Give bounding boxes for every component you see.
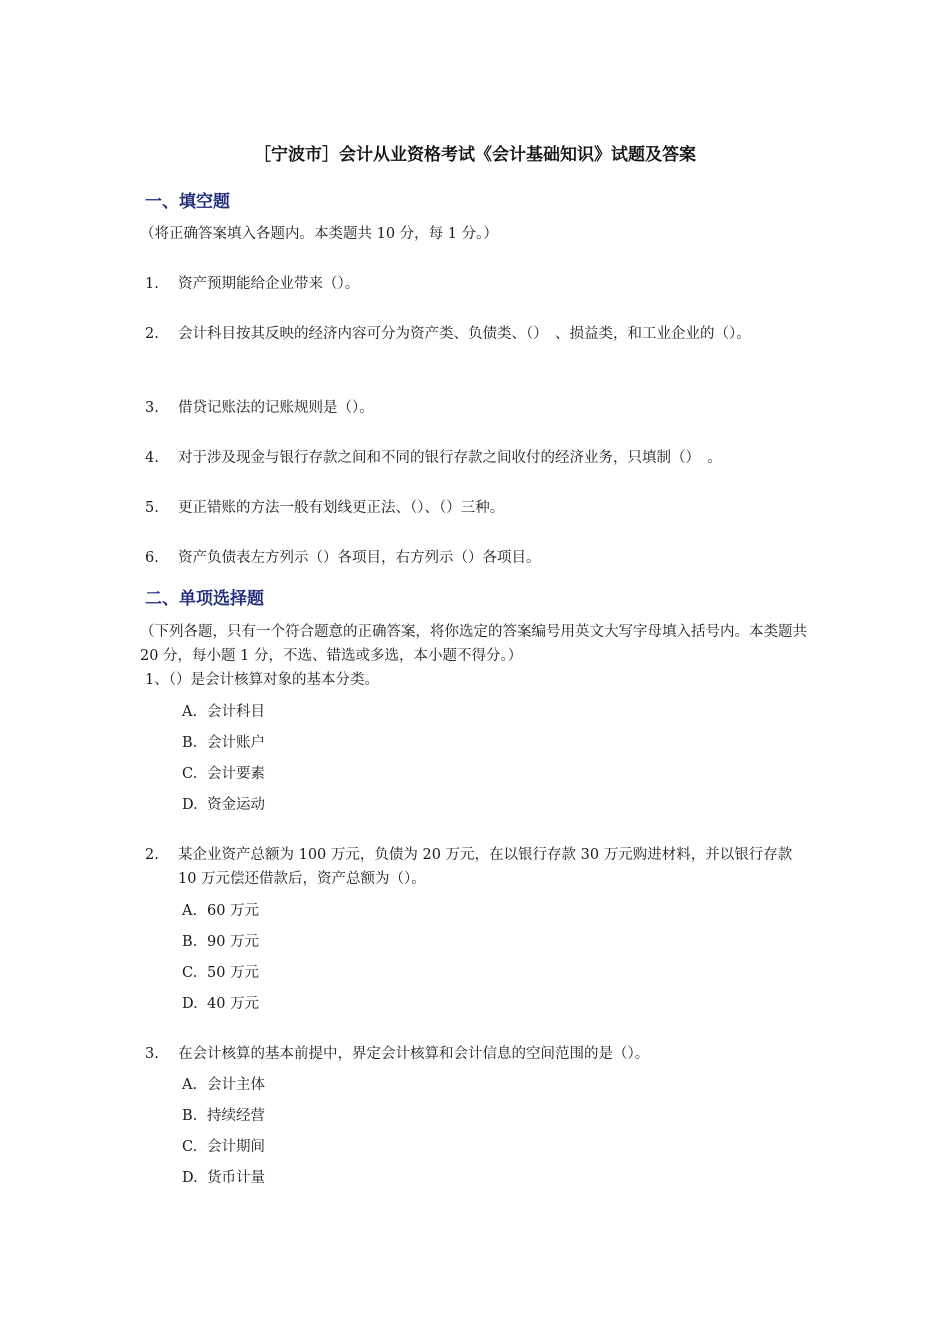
option-c <box>182 961 259 985</box>
option-d <box>182 793 265 817</box>
option-d <box>182 992 259 1016</box>
question-text: 在会计核算的基本前提中，界定会计核算和会计信息的空间范围的是（）。 <box>178 1046 650 1062</box>
option-letter: B. <box>182 735 198 751</box>
option-text: 资金运动 <box>207 797 265 813</box>
section-heading-fill-in: 一、填空题 <box>145 192 230 212</box>
option-a <box>182 1073 265 1097</box>
option-letter: A. <box>182 1077 198 1093</box>
option-c <box>182 1135 265 1159</box>
question-text: 更正错账的方法一般有划线更正法、（）、（）三种。 <box>178 500 505 516</box>
option-a <box>182 700 265 724</box>
question-number: 6. <box>145 550 159 566</box>
option-b <box>182 930 259 954</box>
question-text: （）是会计核算对象的基本分类。 <box>168 672 379 688</box>
fill-question-4 <box>145 446 810 470</box>
option-text: 会计科目 <box>207 704 265 720</box>
question-number: 4. <box>145 450 159 466</box>
section-heading-single-choice: 二、单项选择题 <box>145 589 264 609</box>
option-text: 持续经营 <box>207 1108 265 1124</box>
option-text: 会计要素 <box>207 766 265 782</box>
option-d <box>182 1166 265 1190</box>
option-letter: C. <box>182 766 198 782</box>
option-letter: D. <box>182 1170 198 1186</box>
choice-question-3 <box>145 1042 810 1066</box>
question-number: 1. <box>145 276 159 292</box>
fill-question-6 <box>145 546 810 570</box>
question-text: 某企业资产总额为 100 万元，负债为 20 万元，在以银行存款 30 万元购进材料，并以银行存款 10 万元偿还借款后，资产总额为（）。 <box>178 847 793 887</box>
section-note-single-choice: （下列各题，只有一个符合题意的正确答案，将你选定的答案编号用英文大写字母填入括号内。本类题共 20 分，每小题 1 分，不选、错选或多选，本小题不得分。） <box>140 624 807 664</box>
option-b <box>182 731 265 755</box>
option-letter: A. <box>182 903 198 919</box>
option-letter: C. <box>182 965 198 981</box>
question-number: 2. <box>145 847 159 863</box>
option-letter: B. <box>182 1108 198 1124</box>
question-number: 5. <box>145 500 159 516</box>
option-a <box>182 899 259 923</box>
option-text: 货币计量 <box>207 1170 265 1186</box>
fill-question-3 <box>145 396 810 420</box>
fill-question-1 <box>145 272 810 296</box>
question-text: 资产负债表左方列示（）各项目，右方列示（）各项目。 <box>178 550 541 566</box>
question-text: 对于涉及现金与银行存款之间和不同的银行存款之间收付的经济业务，只填制（） 。 <box>178 450 722 466</box>
question-number: 2. <box>145 326 159 342</box>
option-text: 50 万元 <box>207 965 260 981</box>
question-number: 1、 <box>145 672 169 688</box>
option-text: 会计账户 <box>207 735 265 751</box>
option-b <box>182 1104 265 1128</box>
question-text: 资产预期能给企业带来（）。 <box>178 276 360 292</box>
question-number: 3. <box>145 1046 159 1062</box>
option-text: 会计期间 <box>207 1139 265 1155</box>
option-text: 60 万元 <box>207 903 260 919</box>
option-text: 40 万元 <box>207 996 260 1012</box>
fill-question-5 <box>145 496 810 520</box>
option-text: 会计主体 <box>207 1077 265 1093</box>
option-letter: D. <box>182 797 198 813</box>
choice-question-1 <box>145 668 810 692</box>
question-number: 3. <box>145 400 159 416</box>
option-letter: C. <box>182 1139 198 1155</box>
question-text: 会计科目按其反映的经济内容可分为资产类、负债类、（） 、损益类，和工业企业的（）。 <box>178 326 751 342</box>
option-c <box>182 762 265 786</box>
option-letter: A. <box>182 704 198 720</box>
option-letter: B. <box>182 934 198 950</box>
document-title: ［宁波市］会计从业资格考试《会计基础知识》试题及答案 <box>254 145 696 165</box>
question-text: 借贷记账法的记账规则是（）。 <box>178 400 374 416</box>
section-note-fill-in: （将正确答案填入各题内。本类题共 10 分，每 1 分。） <box>140 226 498 242</box>
fill-question-2 <box>145 322 810 346</box>
option-text: 90 万元 <box>207 934 260 950</box>
option-letter: D. <box>182 996 198 1012</box>
choice-question-2 <box>145 843 810 891</box>
